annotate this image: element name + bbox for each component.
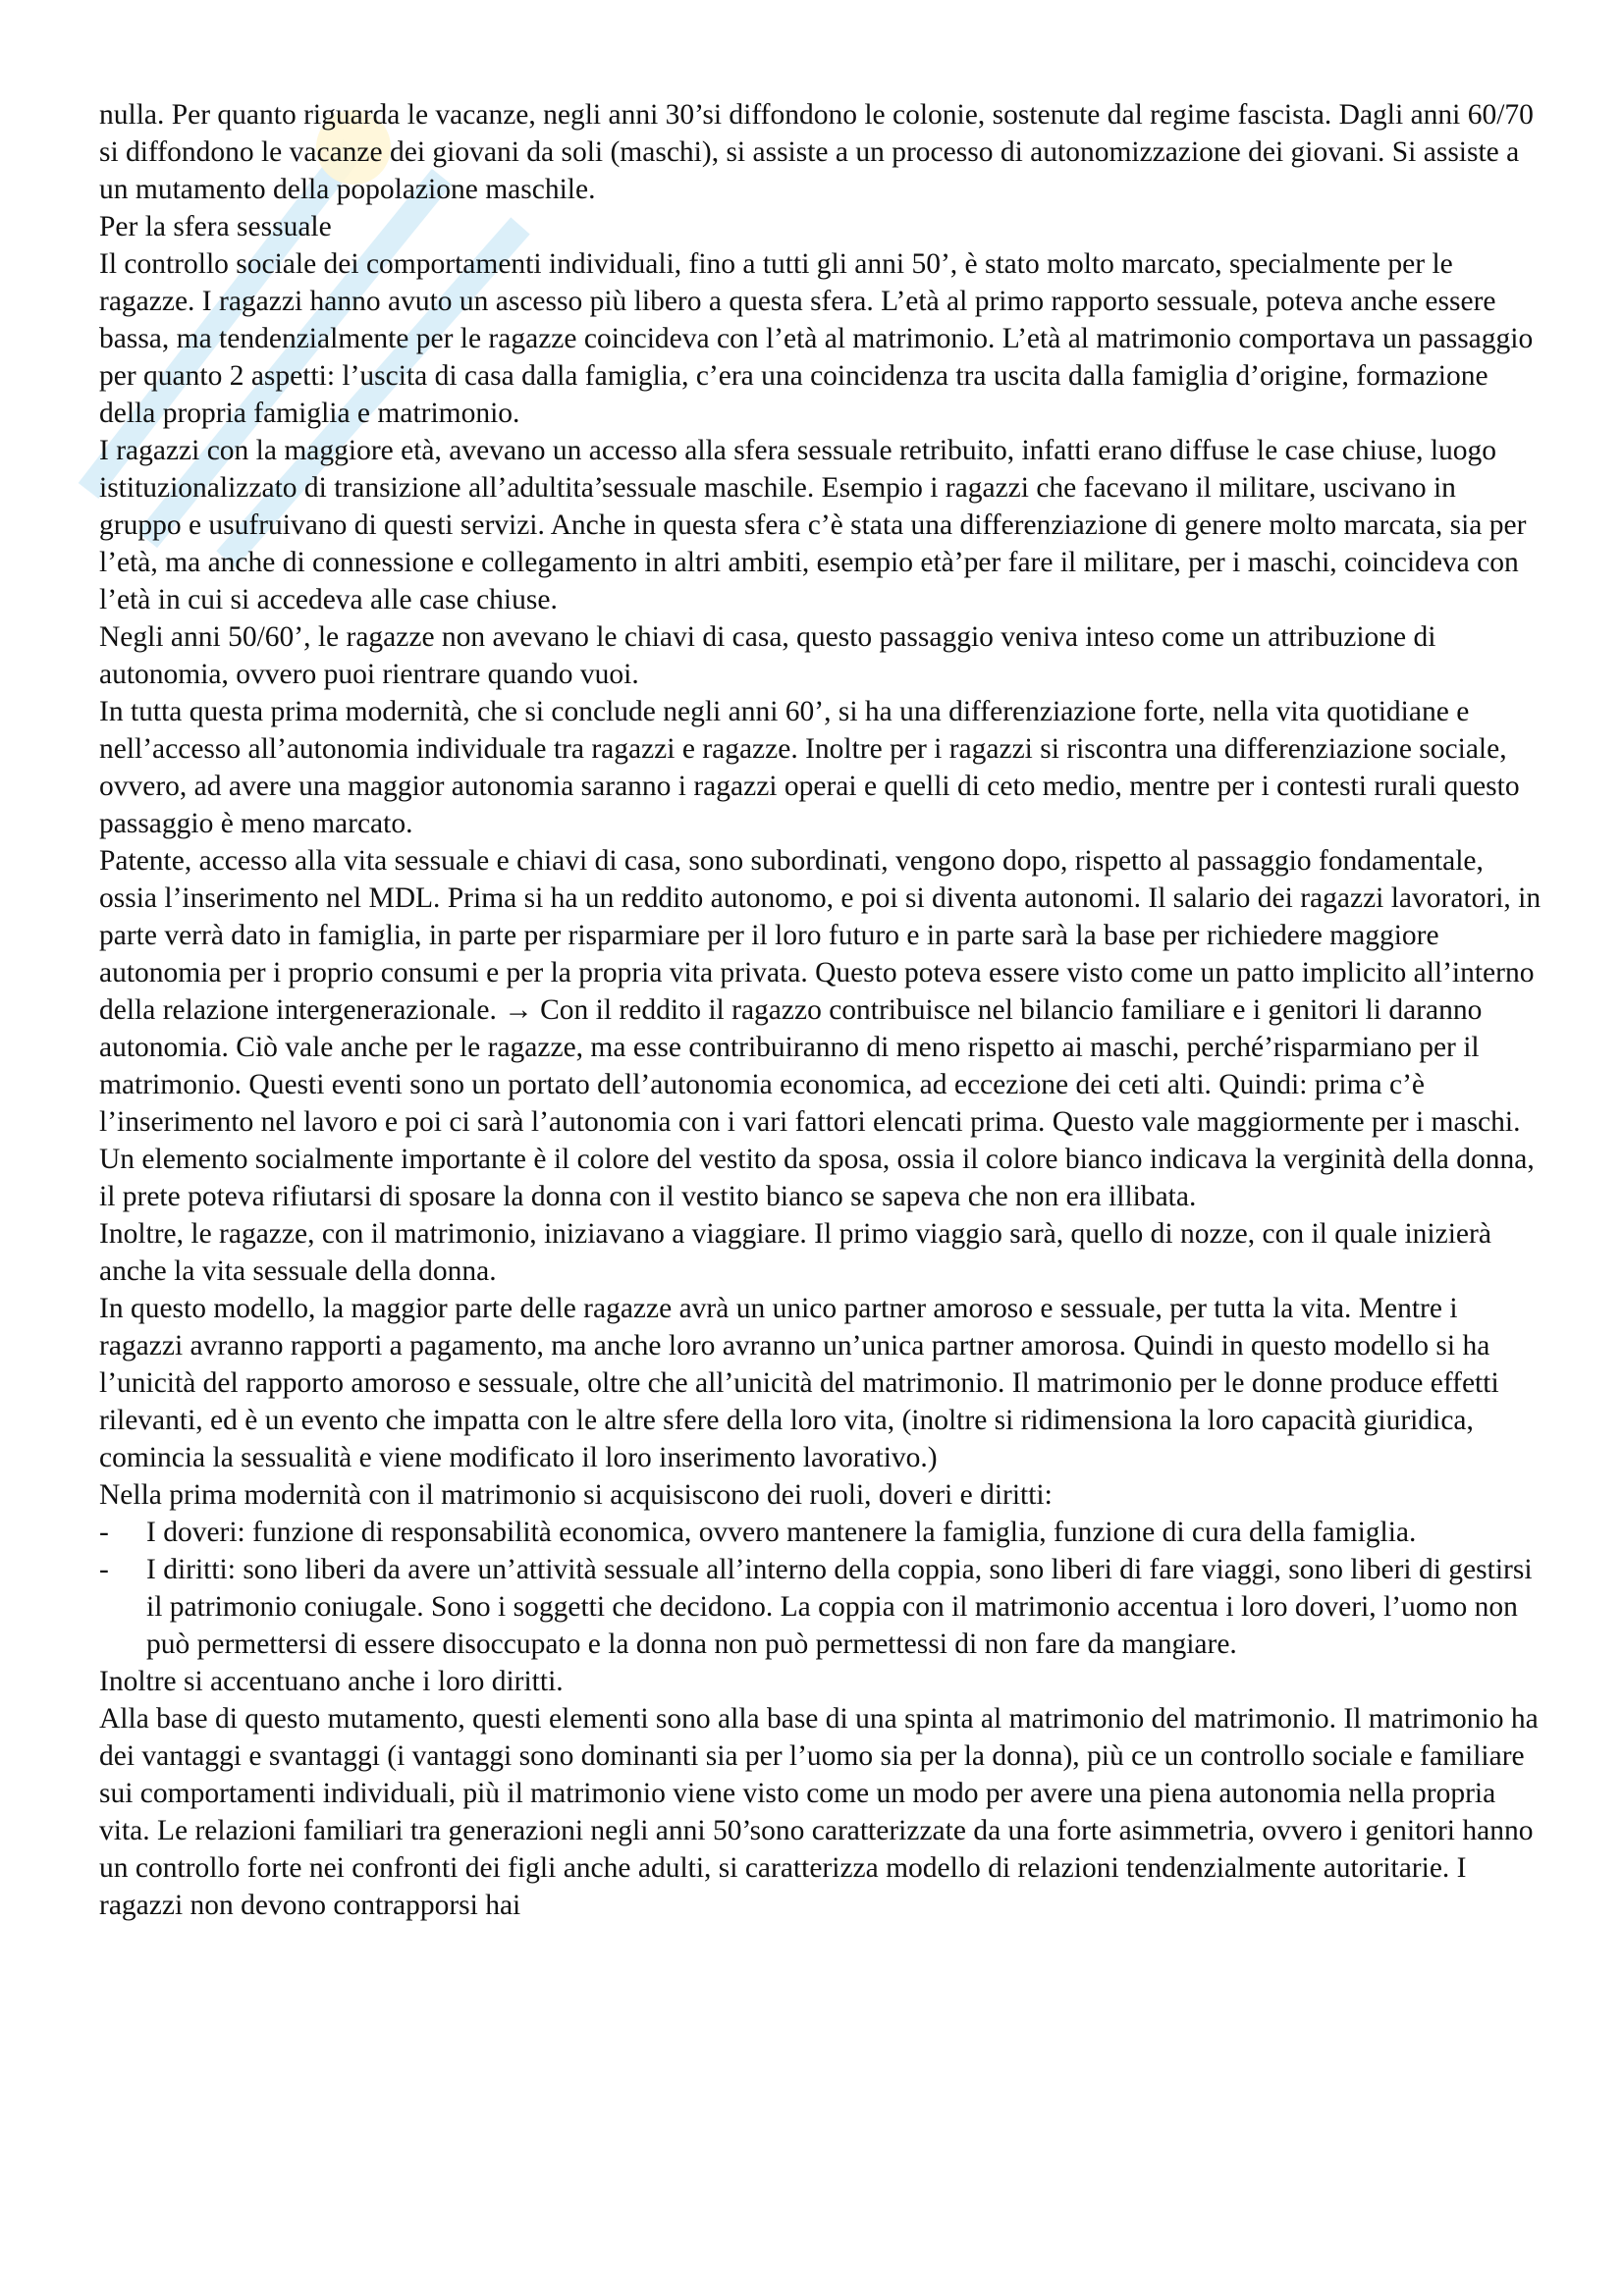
- list-marker: -: [99, 1517, 109, 1548]
- paragraph: I ragazzi con la maggiore età, avevano un accesso alla sfera sessuale retribuito, infatti erano diffuse le case chiuse, luogo istituzionalizzato di transizione all’adultita’sessuale maschile. Esempio i ragazzi che facevano il militare, uscivano in gruppo e usufruivano di questi servizi. Anche in questa sfera c’è stata una differenziazione di genere molto marcata, sia per l’età, ma anche di connessione e collegamento in altri ambiti, esempio età’per fare il militare, per i maschi, coincideva con l’età in cui si accedeva alle case chiuse.: [99, 435, 1527, 615]
- list-marker: -: [99, 1554, 109, 1585]
- list-item: [99, 1514, 1542, 1551]
- paragraph: In questo modello, la maggior parte delle ragazze avrà un unico partner amoroso e sessuale, per tutta la vita. Mentre i ragazzi avranno rapporti a pagamento, ma anche loro avranno un’unica partner amorosa. Quindi in questo modello si ha l’unicità del rapporto amoroso e sessuale, oltre che all’unicità del matrimonio. Il matrimonio per le donne produce effetti rilevanti, ed è un evento che impatta con le altre sfere della loro vita, (inoltre si ridimensiona la loro capacità giuridica, comincia la sessualità e viene modificato il loro inserimento lavorativo.): [99, 1293, 1499, 1473]
- paragraph: In tutta questa prima modernità, che si conclude negli anni 60’, si ha una differenziazione forte, nella vita quotidiane e nell’accesso all’autonomia individuale tra ragazzi e ragazze. Inoltre per i ragazzi si riscontra una differenziazione sociale, ovvero, ad avere una maggior autonomia saranno i ragazzi operai e quelli di ceto medio, mentre per i contesti rurali questo passaggio è meno marcato.: [99, 696, 1520, 839]
- paragraph: Inoltre, le ragazze, con il matrimonio, iniziavano a viaggiare. Il primo viaggio sarà, quello di nozze, con il quale inizierà anche la vita sessuale della donna.: [99, 1218, 1491, 1287]
- list-item-text: I doveri: funzione di responsabilità economica, ovvero mantenere la famiglia, funzione di cura della famiglia.: [146, 1517, 1417, 1548]
- document-page: [99, 96, 1542, 1924]
- duties-rights-list: [99, 1514, 1542, 1663]
- paragraph: nulla. Per quanto riguarda le vacanze, negli anni 30’si diffondono le colonie, sostenute dal regime fascista. Dagli anni 60/70 si diffondono le vacanze dei giovani da soli (maschi), si assiste a un processo di autonomizzazione dei giovani. Si assiste a un mutamento della popolazione maschile.: [99, 99, 1534, 205]
- paragraph: Negli anni 50/60’, le ragazze non avevano le chiavi di casa, questo passaggio veniva inteso come un attribuzione di autonomia, ovvero puoi rientrare quando vuoi.: [99, 621, 1436, 690]
- paragraph: Un elemento socialmente importante è il colore del vestito da sposa, ossia il colore bianco indicava la verginità della donna, il prete poteva rifiutarsi di sposare la donna con il vestito bianco se sapeva che non era illibata.: [99, 1144, 1535, 1212]
- paragraph: Il controllo sociale dei comportamenti individuali, fino a tutti gli anni 50’, è stato molto marcato, specialmente per le ragazze. I ragazzi hanno avuto un ascesso più libero a questa sfera. L’età al primo rapporto sessuale, poteva anche essere bassa, ma tendenzialmente per le ragazze coincideva con l’età al matrimonio. L’età al matrimonio comportava un passaggio per quanto 2 aspetti: l’uscita di casa dalla famiglia, c’era una coincidenza tra uscita dalla famiglia d’origine, formazione della propria famiglia e matrimonio.: [99, 248, 1534, 429]
- list-item: [99, 1551, 1542, 1663]
- section-heading: Per la sfera sessuale: [99, 211, 332, 242]
- paragraph: Alla base di questo mutamento, questi elementi sono alla base di una spinta al matrimonio del matrimonio. Il matrimonio ha dei vantaggi e svantaggi (i vantaggi sono dominanti sia per l’uomo sia per la donna), più ce un controllo sociale e familiare sui comportamenti individuali, più il matrimonio viene visto come un modo per avere una piena autonomia nella propria vita. Le relazioni familiari tra generazioni negli anni 50’sono caratterizzate da una forte asimmetria, ovvero i genitori hanno un controllo forte nei confronti dei figli anche adulti, si caratterizza modello di relazioni tendenzialmente autoritarie. I ragazzi non devono contrapporsi hai: [99, 1703, 1539, 1921]
- paragraph: Patente, accesso alla vita sessuale e chiavi di casa, sono subordinati, vengono dopo, rispetto al passaggio fondamentale, ossia l’inserimento nel MDL. Prima si ha un reddito autonomo, e poi si diventa autonomi. Il salario dei ragazzi lavoratori, in parte verrà dato in famiglia, in parte per risparmiare per il loro futuro e in parte sarà la base per richiedere maggiore autonomia per i proprio consumi e per la propria vita privata. Questo poteva essere visto come un patto implicito all’interno della relazione intergenerazionale. → Con il reddito il ragazzo contribuisce nel bilancio familiare e i genitori li daranno autonomia. Ciò vale anche per le ragazze, ma esse contribuiranno di meno rispetto ai maschi, perché’risparmiano per il matrimonio. Questi eventi sono un portato dell’autonomia economica, ad eccezione dei ceti alti. Quindi: prima c’è l’inserimento nel lavoro e poi ci sarà l’autonomia con i vari fattori elencati prima. Questo vale maggiormente per i maschi.: [99, 845, 1542, 1138]
- paragraph: Inoltre si accentuano anche i loro diritti.: [99, 1666, 564, 1697]
- paragraph: Nella prima modernità con il matrimonio si acquisiscono dei ruoli, doveri e diritti:: [99, 1479, 1053, 1511]
- list-item-text: I diritti: sono liberi da avere un’attività sessuale all’interno della coppia, sono liberi di fare viaggi, sono liberi di gestirsi il patrimonio coniugale. Sono i soggetti che decidono. La coppia con il matrimonio accentua i loro doveri, l’uomo non può permettersi di essere disoccupato e la donna non può permettessi di non fare da mangiare.: [146, 1554, 1533, 1660]
